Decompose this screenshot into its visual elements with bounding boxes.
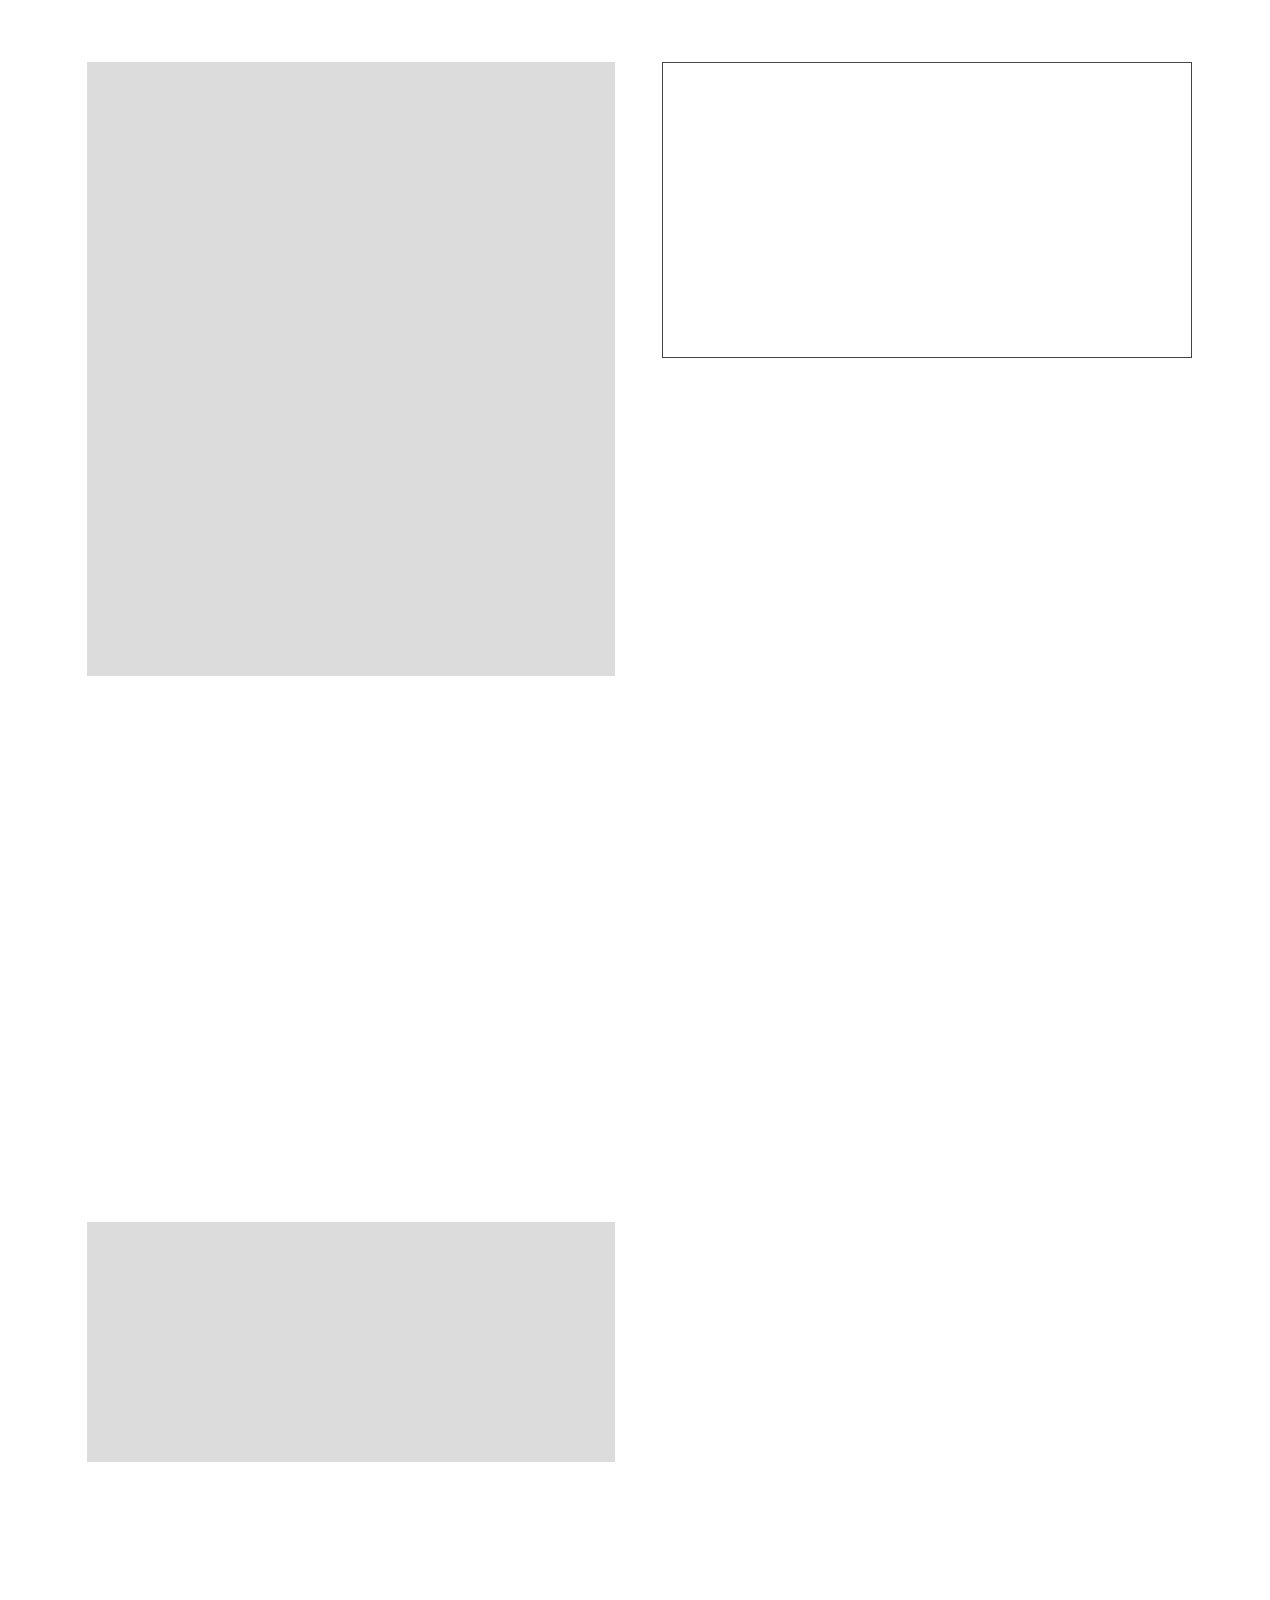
right-column	[662, 62, 1192, 358]
answers-box-top	[87, 62, 615, 676]
answers-box-bottom	[87, 1222, 615, 1462]
left-column	[87, 62, 615, 694]
extra-activity-box	[662, 62, 1192, 358]
